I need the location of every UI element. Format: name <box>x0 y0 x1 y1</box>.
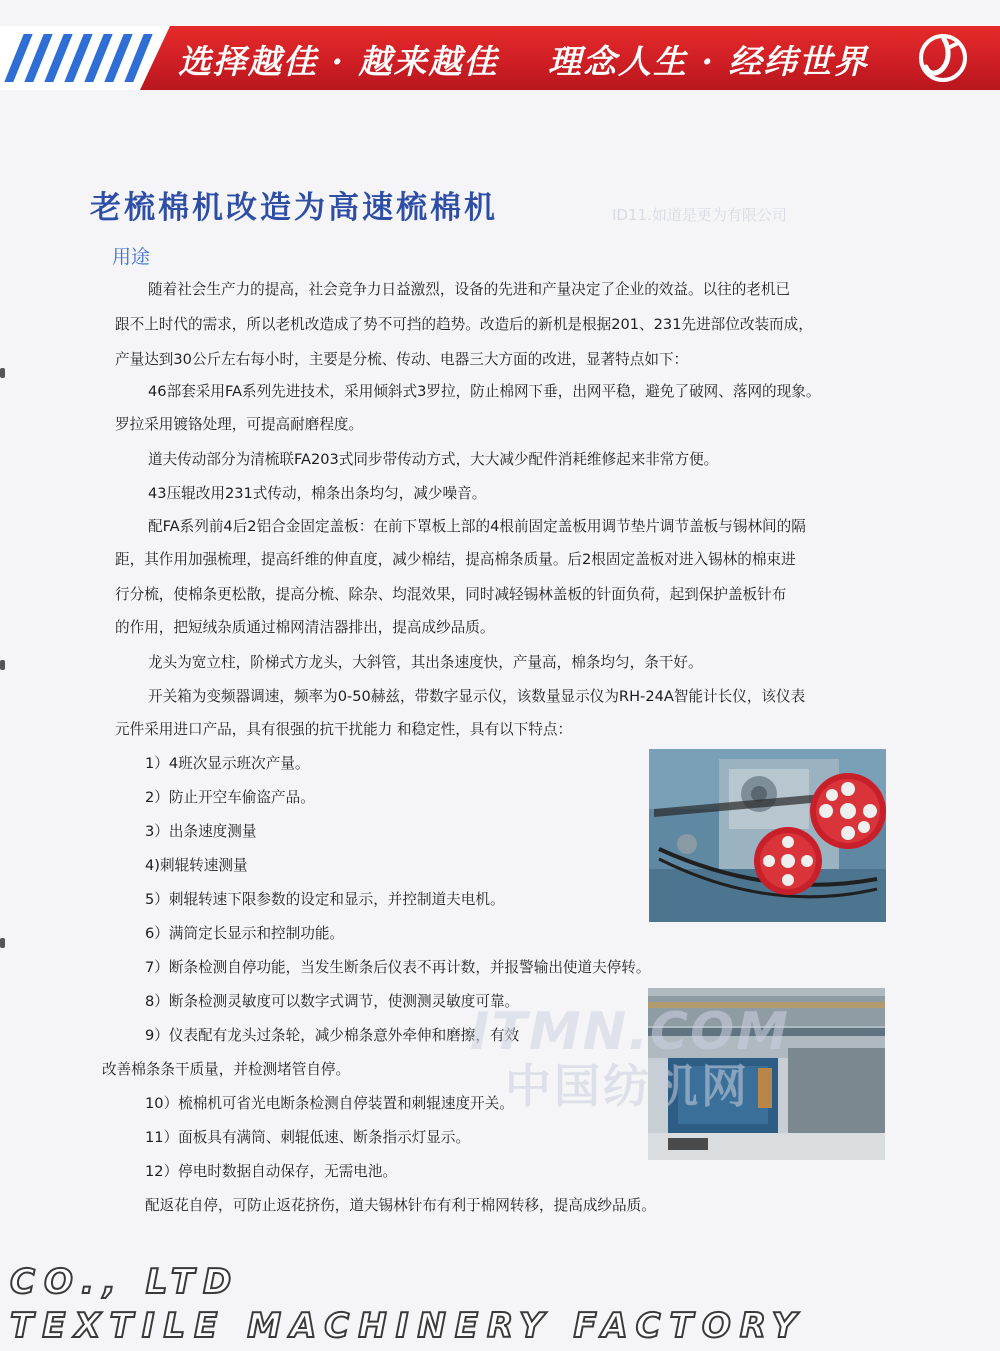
list-item: 改善棉条条干质量，并检测堵管自停。 <box>102 1061 351 1078</box>
binder-mark <box>0 660 5 670</box>
list-item: 3）出条速度测量 <box>145 823 257 840</box>
text-line: 跟不上时代的需求，所以老机改造成了势不可挡的趋势。改造后的新机是根据201、231先进部位改装而成， <box>115 316 813 333</box>
list-item: 6）满筒定长显示和控制功能。 <box>145 925 345 942</box>
list-item: 2）防止开空车偷盗产品。 <box>145 789 315 806</box>
list-item: 7）断条检测自停功能，当发生断条后仪表不再计数，并报警输出使道夫停转。 <box>145 959 651 976</box>
list-item: 5）刺辊转速下限参数的设定和显示，并控制道夫电机。 <box>145 891 505 908</box>
list-item: 9）仪表配有龙头过条轮，减少棉条意外牵伸和磨擦，有效 <box>145 1027 520 1044</box>
list-item: 4)刺辊转速测量 <box>145 857 248 874</box>
text-line: 开关箱为变频器调速，频率为0-50赫兹，带数字显示仪，该数量显示仪为RH-24A智能计长仪，该仪表 <box>148 688 806 705</box>
text-line: 道夫传动部分为清梳联FA203式同步带传动方式，大大减少配件消耗维修起来非常方便。 <box>148 451 719 468</box>
text-line: 龙头为宽立柱，阶梯式方龙头，大斜管，其出条速度快，产量高，棉条均匀，条干好。 <box>148 654 703 671</box>
section-heading: 用途 <box>112 246 151 268</box>
list-item: 11）面板具有满筒、刺辊低速、断条指示灯显示。 <box>145 1129 471 1146</box>
watermark-site-name: 中国纺机网 <box>505 1059 750 1113</box>
header-banner <box>0 26 1000 90</box>
text-line: 43压辊改用231式传动，棉条出条均匀，减少噪音。 <box>148 485 487 502</box>
page-title: 老梳棉机改造为高速梳棉机 <box>90 190 498 226</box>
text-line: 配FA系列前4后2铝合金固定盖板：在前下罩板上部的4根前固定盖板用调节垫片调节盖板与锡林间的隔 <box>148 518 806 535</box>
company-logo-icon <box>914 33 972 83</box>
list-item: 1）4班次显示班次产量。 <box>145 755 310 772</box>
text-line: 罗拉采用镀铬处理，可提高耐磨程度。 <box>115 416 364 433</box>
footer-company-suffix: CO., LTD <box>10 1262 241 1302</box>
text-line: 行分梳，使棉条更松散，提高分梳、除杂、均混效果，同时减轻锡林盖板的针面负荷，起到保护盖板针布 <box>115 586 787 603</box>
slogan-right: 理念人生 · 经纬世界 <box>548 42 869 81</box>
binder-mark <box>0 938 5 948</box>
text-line: 元件采用进口产品，具有很强的抗干扰能力 和稳定性，具有以下特点： <box>115 721 573 738</box>
text-line: 的作用，把短绒杂质通过棉网清洁器排出，提高成纱品质。 <box>115 619 495 636</box>
watermark-url: ITMN.COM <box>470 1002 790 1062</box>
carding-machine-gears-photo <box>649 749 886 922</box>
banner-stripe-decoration <box>0 26 170 90</box>
list-item: 8）断条检测灵敏度可以数字式调节，使测测灵敏度可靠。 <box>145 993 520 1010</box>
text-line: 配返花自停，可防止返花挤伤，道夫锡林针布有利于棉网转移，提高成纱品质。 <box>145 1197 656 1214</box>
binder-mark <box>0 368 5 378</box>
slogan-left: 选择越佳 · 越来越佳 <box>178 42 499 81</box>
footer-factory-name: TEXTILE MACHINERY FACTORY <box>10 1306 806 1346</box>
text-line: 距，其作用加强梳理，提高纤维的伸直度，减少棉结，提高棉条质量。后2根固定盖板对进入锡林的棉束进 <box>115 551 796 568</box>
text-line: 随着社会生产力的提高，社会竞争力日益激烈，设备的先进和产量决定了企业的效益。以往的老机已 <box>148 281 791 298</box>
list-item: 12）停电时数据自动保存，无需电池。 <box>145 1163 398 1180</box>
faded-background-text: ID11.如道是更为有限公司 <box>612 206 787 224</box>
list-item: 10）梳棉机可省光电断条检测自停装置和刺辊速度开关。 <box>145 1095 514 1112</box>
text-line: 产量达到30公斤左右每小时，主要是分梳、传动、电器三大方面的改进，显著特点如下： <box>115 351 689 368</box>
text-line: 46部套采用FA系列先进技术，采用倾斜式3罗拉，防止棉网下垂，出网平稳，避免了破网、落网的现象。 <box>148 383 821 400</box>
